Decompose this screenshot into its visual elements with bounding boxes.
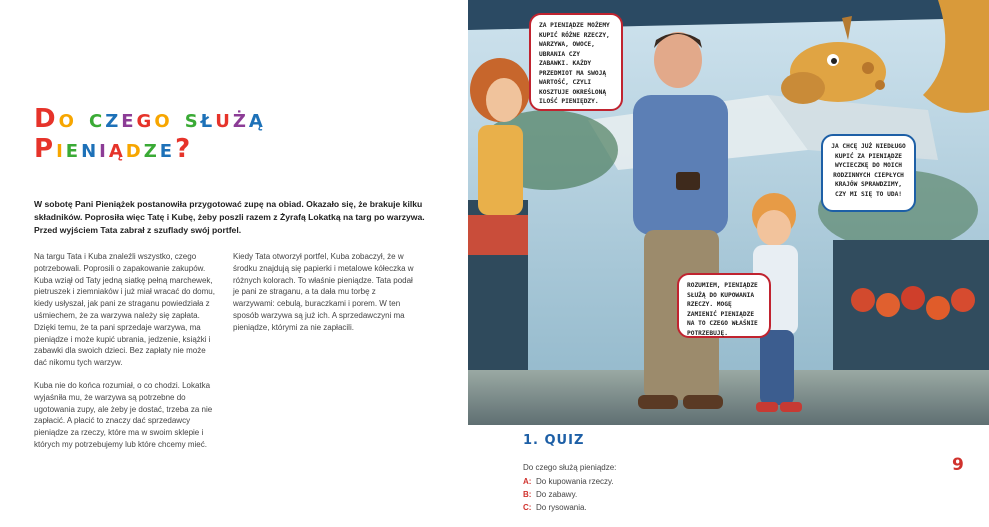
title-letter: D <box>34 104 59 134</box>
title-letter: o <box>58 104 77 134</box>
title-letter: s <box>184 104 201 134</box>
title-letter: e <box>65 134 82 164</box>
title-letter: ł <box>200 104 216 134</box>
giraffe-speech-bubble: JA CHCĘ JUŻ NIEDŁUGO KUPIĆ ZA PIENIĄDZE WYCIECZKĘ DO MOICH RODZINNYCH CIEPŁYCH KRAJÓW SPRAWDZIMY, CZY MI SIĘ TO UDA! <box>821 134 916 212</box>
title-letter: i <box>56 134 66 164</box>
title-letter: ą <box>108 134 126 164</box>
quiz-answer-a[interactable] <box>523 477 614 486</box>
title-letter: e <box>159 134 176 164</box>
answer-text: Do zabawy. <box>536 490 578 499</box>
column2-paragraph-1: Kiedy Tata otworzył portfel, Kuba zobaczył, że w środku znajdują się papierki i metalowe kółeczka w różnych kolorach. To właśnie pieniądze. Tata podał je pani ze straganu, a ta dała mu torbę z warzywami: cebulą, buraczkami i porem. W ten sposób warzywa są już ich. A sprzedawczyni ma pieniądze, którymi za nie zapłacili. <box>233 252 414 332</box>
page-number: 9 <box>952 455 964 475</box>
title-line-1 <box>34 104 266 134</box>
title-letter: g <box>136 104 155 134</box>
quiz-answer-c[interactable] <box>523 503 587 512</box>
title-letter: ą <box>248 104 266 134</box>
title-letter: ż <box>232 104 249 134</box>
title-letter: z <box>143 134 160 164</box>
quiz-answer-b[interactable] <box>523 490 577 499</box>
page-title <box>34 104 266 164</box>
column1-paragraph-1: Na targu Tata i Kuba znaleźli wszystko, czego potrzebowali. Poprosili o zapakowanie zakupów. Kuba wziął od Taty jedną siatkę pełną marchewek, pietruszek i ziemniaków i już miał wracać do domu, kiedy usłyszał, jak pani ze straganu powiedziała z uśmiechem, że za warzywa należy się zapłata. Dzięki temu, że ta pani sprzedaje warzywa, ma pieniądze i może kupić ubrania, jedzenie, książki i zabawki dla swoich dzieci. Bez zapłaty nie może dać nikomu tych warzyw. <box>34 252 215 368</box>
title-letter: n <box>81 134 100 164</box>
title-letter <box>77 104 89 134</box>
answer-text: Do kupowania rzeczy. <box>536 477 614 486</box>
title-letter <box>173 104 185 134</box>
title-letter: P <box>34 134 57 164</box>
text-column-2 <box>233 251 418 345</box>
answer-text: Do rysowania. <box>536 503 587 512</box>
quiz-question: Do czego służą pieniądze: <box>523 463 617 472</box>
title-letter: ? <box>175 134 194 164</box>
quiz-title: 1. QUIZ <box>523 433 585 448</box>
answer-letter: C: <box>523 503 532 512</box>
title-letter: e <box>121 104 137 134</box>
left-page <box>0 0 468 527</box>
market-illustration <box>468 0 989 425</box>
title-letter: o <box>154 104 173 134</box>
dad-speech-bubble: ZA PIENIĄDZE MOŻEMY KUPIĆ RÓŻNE RZECZY, WARZYWA, OWOCE, UBRANIA CZY ZABAWKI. KAŻDY PRZEDMIOT MA SWOJĄ WARTOŚĆ, CZYLI KOSZTUJE OKREŚLONĄ ILOŚĆ PIENIĘDZY. <box>529 13 623 111</box>
intro-paragraph: W sobotę Pani Pieniążek postanowiła przygotować zupę na obiad. Okazało się, że brakuje kilku składników. Poprosiła więc Tatę i Kubę, żeby poszli razem z Żyrafą Lokatką na targ po warzywa. Przed wyjściem Tata zabrał z szuflady swój portfel. <box>34 199 425 235</box>
answer-letter: B: <box>523 490 532 499</box>
text-column-1 <box>34 251 219 462</box>
title-letter: z <box>105 104 122 134</box>
boy-speech-bubble: ROZUMIEM, PIENIĄDZE SŁUŻĄ DO KUPOWANIA RZECZY. MOGĘ ZAMIENIĆ PIENIĄDZE NA TO CZEGO WŁAŚNIE POTRZEBUJĘ. <box>677 273 771 338</box>
title-letter: i <box>99 134 109 164</box>
title-letter: c <box>88 104 106 134</box>
title-letter: d <box>125 134 144 164</box>
column1-paragraph-2: Kuba nie do końca rozumiał, o co chodzi. Lokatka wyjaśniła mu, że warzywa są potrzebne do ugotowania zupy, ale żeby je dostać, trzeba za nie zapłacić. A płacić to znaczy dać sprzedawcy pieniądze za rzeczy, które ma w swoim sklepie i których my potrzebujemy lub które chcemy mieć. <box>34 380 213 449</box>
title-letter: u <box>215 104 233 134</box>
title-line-2 <box>34 134 266 164</box>
answer-letter: A: <box>523 477 532 486</box>
